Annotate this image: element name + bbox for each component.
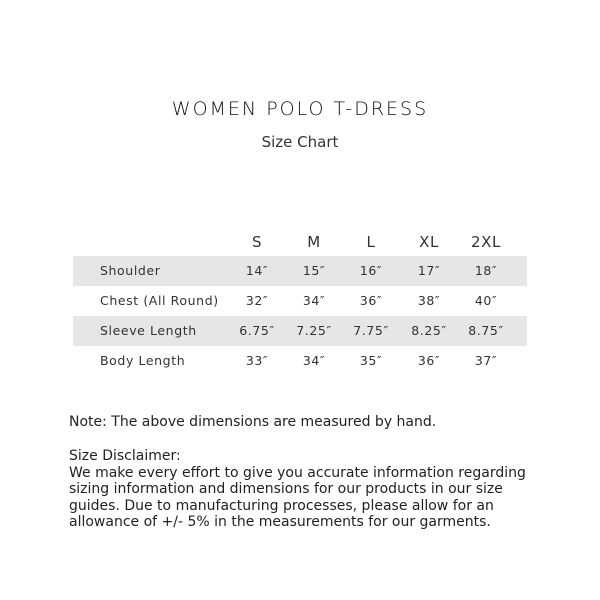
size-header: XL [419, 233, 439, 251]
table-cell: 38″ [417, 293, 441, 308]
size-header: S [251, 233, 263, 251]
table-cell: 7.75″ [353, 323, 389, 338]
size-header: L [366, 233, 376, 251]
size-header: M [307, 233, 321, 251]
disclaimer-heading: Size Disclaimer: [69, 448, 181, 464]
disclaimer-text: We make every effort to give you accurate information regarding sizing information and dimensions for our products in our size guides. Due to manufacturing processes, please allow for an allowance of +/- 5% in the measurements for our garments. [69, 464, 526, 530]
table-cell: 15″ [302, 263, 326, 278]
table-cell: 36″ [359, 293, 383, 308]
table-cell: 7.25″ [296, 323, 332, 338]
page-subtitle: Size Chart [261, 133, 339, 151]
table-cell: 18″ [474, 263, 498, 278]
table-cell: 6.75″ [239, 323, 275, 338]
table-row [73, 286, 527, 316]
table-cell: 16″ [359, 263, 383, 278]
table-row [73, 316, 527, 346]
table-cell: 32″ [245, 293, 269, 308]
table-cell: 34″ [302, 293, 326, 308]
table-row [73, 346, 527, 376]
table-row [73, 256, 527, 286]
table-cell: 8.75″ [468, 323, 504, 338]
row-label: Body Length [100, 353, 186, 368]
measurement-note: Note: The above dimensions are measured by hand. [69, 414, 437, 430]
row-label: Sleeve Length [100, 323, 197, 338]
size-disclaimer [69, 448, 549, 531]
page-title: WOMEN POLO T-DRESS [171, 98, 429, 120]
row-label: Chest (All Round) [100, 293, 219, 308]
table-cell: 37″ [474, 353, 498, 368]
table-cell: 33″ [245, 353, 269, 368]
table-cell: 35″ [359, 353, 383, 368]
size-chart-table [73, 227, 527, 376]
table-cell: 34″ [302, 353, 326, 368]
table-cell: 17″ [417, 263, 441, 278]
table-cell: 14″ [245, 263, 269, 278]
table-cell: 40″ [474, 293, 498, 308]
table-header-row [73, 227, 527, 256]
table-cell: 8.25″ [411, 323, 447, 338]
row-label: Shoulder [100, 263, 161, 278]
table-cell: 36″ [417, 353, 441, 368]
size-header: 2XL [471, 233, 501, 251]
